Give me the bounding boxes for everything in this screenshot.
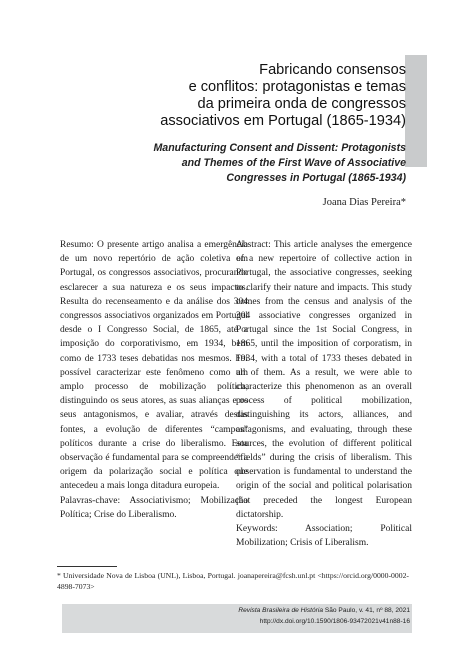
title-en-line: Manufacturing Consent and Dissent: Protagonists <box>153 142 406 154</box>
journal-footer <box>62 604 412 633</box>
title-pt-line: e conflitos: protagonistas e temas <box>188 79 406 95</box>
abstract-en-text: Abstract: This article analyses the emergence of a new repertoire of collective action in Portugal, the associative congresses, seeking to clarify their nature and impacts. This study comes from the census and analysis of the 304 associative congresses organized in Portugal since the 1st Social Congress, in 1865, until the imposition of corporatism, in 1934, with a total of 1733 theses debated in all of them. As a result, we were able to characterize this phenomenon as an overall process of political mobilization, distinguishing its actors, alliances, and antagonisms, and evaluating, through these sources, the evolution of different political “fields” during the crisis of liberalism. This observation is fundamental to understand the origin of the social and political polarisation that preceded the longest European dictatorship. <box>236 240 412 520</box>
article-title-english <box>66 141 406 186</box>
keywords-en: Keywords: Association; Political Mobilization; Crisis of Liberalism. <box>236 524 412 549</box>
title-accent-band <box>405 55 427 167</box>
author-name: Joana Dias Pereira* <box>322 197 406 208</box>
footer-citation <box>62 606 410 617</box>
title-pt-line: associativos em Portugal (1865-1934) <box>160 113 406 129</box>
footnote-divider <box>57 566 117 567</box>
abstract-pt-text: Resumo: O presente artigo analisa a emergência de um novo repertório de ação coletiva em Portugal, os congressos associativos, procurando esclarecer a sua natureza e os seus impactos. Resulta do recenseamento e da análise dos 304 congressos associativos organizados em Portugal desde o I Congresso Social, de 1865, até a imposição do corporativismo, em 1934, bem como de 1733 teses debatidas nos mesmos. Foi possível caracterizar este fenômeno como um amplo processo de mobilização política, distinguindo os seus atores, as suas alianças e os seus antagonismos, e avaliar, através destas fontes, a evolução de diferentes “campos” políticos durante a crise do liberalismo. Esta observação é fundamental para se compreender a origem da polarização social e política que antecedeu a mais longa ditadura europeia. <box>60 240 248 492</box>
abstract-portuguese <box>60 238 248 522</box>
abstract-english <box>236 238 412 550</box>
article-title-portuguese <box>66 62 406 130</box>
title-pt-line: Fabricando consensos <box>259 62 406 78</box>
doi-link[interactable]: http://dx.doi.org/10.1590/1806-93472021v41n88-16 <box>259 617 410 625</box>
title-en-line: and Themes of the First Wave of Associative <box>181 157 406 169</box>
author-affiliation-footnote: * Universidade Nova de Lisboa (UNL), Lisboa, Portugal. joanapereira@fcsh.unl.pt <https://orcid.org/0000-0002-4898-7073> <box>57 571 409 591</box>
journal-name: Revista Brasileira de História <box>238 607 324 614</box>
title-en-line: Congresses in Portugal (1865-1934) <box>226 172 406 184</box>
keywords-pt: Palavras-chave: Associativismo; Mobilização Política; Crise do Liberalismo. <box>60 495 248 520</box>
journal-issue: São Paulo, v. 41, nº 88, 2021 <box>324 607 410 614</box>
title-pt-line: da primeira onda de congressos <box>197 96 406 112</box>
